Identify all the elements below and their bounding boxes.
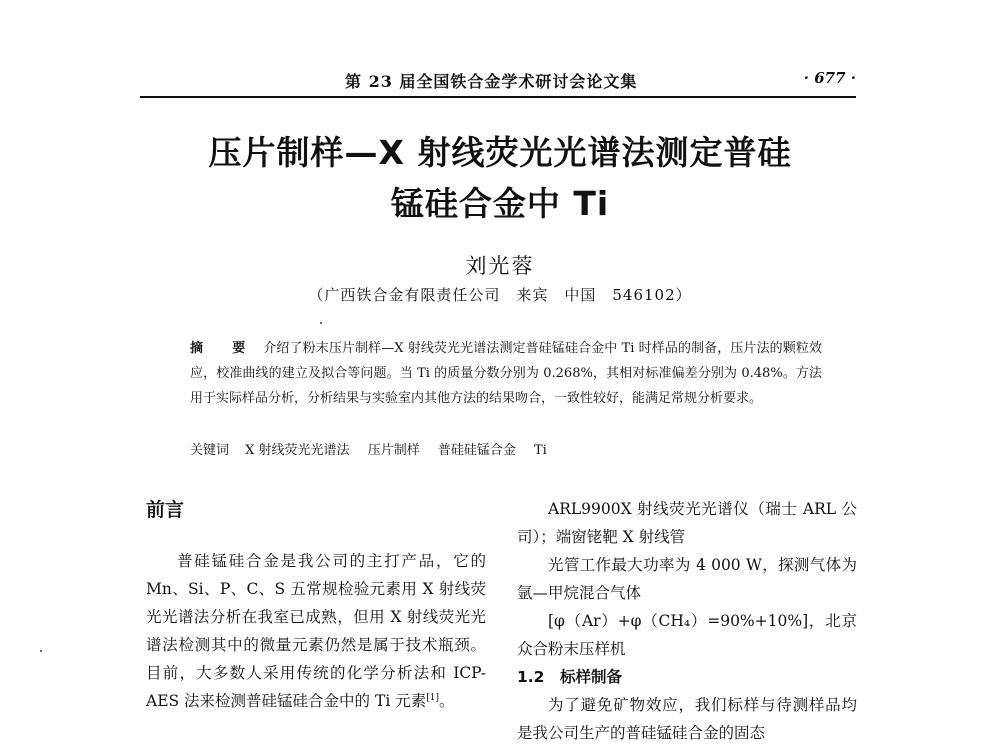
author-affiliation: （广西铁合金有限责任公司 来宾 中国 546102） bbox=[308, 286, 692, 304]
tube-paragraph: 光管工作最大功率为 4 000 W，探测气体为氩—甲烷混合气体 bbox=[517, 556, 857, 602]
header-rule bbox=[140, 96, 856, 98]
scan-speck bbox=[320, 322, 322, 324]
page-number: · 677 · bbox=[803, 69, 856, 87]
right-column bbox=[517, 495, 857, 747]
press-paragraph: [φ（Ar）+φ（CH₄）=90%+10%]，北京众合粉末压样机 bbox=[517, 612, 857, 658]
keyword: Ti bbox=[534, 443, 547, 458]
keyword: 普硅硅锰合金 bbox=[437, 443, 516, 458]
paper-title-line-2: 锰硅合金中 Ti bbox=[390, 184, 610, 223]
subsection-heading: 1.2 标样制备 bbox=[517, 668, 622, 686]
author-name: 刘光蓉 bbox=[465, 254, 535, 278]
reference-mark: [1] bbox=[426, 692, 439, 703]
sample-prep-paragraph: 为了避免矿物效应，我们标样与待测样品均是我公司生产的普硅锰硅合金的固态 bbox=[517, 696, 857, 742]
preface-text: 普硅锰硅合金是我公司的主打产品，它的 Mn、Si、P、C、S 五常规检验元素用 X 射线荧光光谱法分析在我室已成熟，但用 X 射线荧光光谱法检测其中的微量元素仍然是属于技术瓶颈。目前，大多数人采用传统的化学分析法和 ICP-AES 法来检测普硅锰硅合金中的 Ti 元素 bbox=[146, 552, 486, 710]
abstract-text: 介绍了粉末压片制样—X 射线荧光光谱法测定普硅锰硅合金中 Ti 时样品的制备，压片法的颗粒效应，校准曲线的建立及拟合等问题。当 Ti 的质量分数分别为 0.268%，其相对标准偏差分别为 0.48%。方法用于实际样品分析，分析结果与实验室内其他方法的结果吻合，一致性较好，能满足常规分析要求。 bbox=[190, 341, 822, 406]
keyword: 压片制样 bbox=[367, 443, 420, 458]
scan-speck bbox=[40, 650, 42, 652]
abstract-label: 摘 要 bbox=[190, 341, 254, 356]
left-column bbox=[146, 495, 486, 715]
keywords-label: 关键词 bbox=[190, 443, 230, 458]
keywords bbox=[190, 441, 822, 461]
running-header bbox=[140, 62, 856, 92]
section-heading-preface: 前言 bbox=[146, 499, 185, 521]
keyword: X 射线荧光光谱法 bbox=[245, 443, 350, 458]
instrument-paragraph: ARL9900X 射线荧光光谱仪（瑞士 ARL 公司）；端窗铑靶 X 射线管 bbox=[517, 500, 857, 546]
preface-paragraph bbox=[146, 547, 486, 715]
abstract bbox=[190, 336, 822, 411]
paper-title-line-1: 压片制样—X 射线荧光光谱法测定普硅 bbox=[208, 133, 792, 172]
preface-end: 。 bbox=[438, 692, 455, 710]
proceedings-title: 第 23 届全国铁合金学术研讨会论文集 bbox=[345, 72, 638, 91]
